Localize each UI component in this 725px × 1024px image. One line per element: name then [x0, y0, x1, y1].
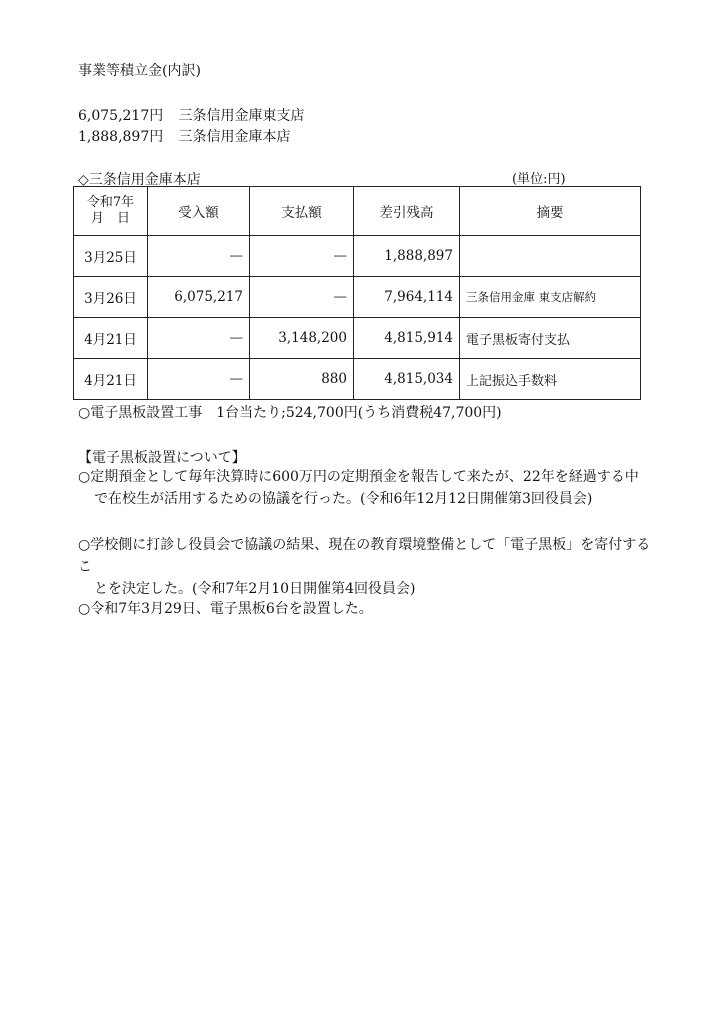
cell-balance: 4,815,034: [354, 359, 460, 400]
table-header-row: [74, 187, 641, 236]
table-row: [74, 236, 641, 277]
cell-date: 3月26日: [74, 277, 148, 318]
cell-date: 3月25日: [74, 236, 148, 277]
cell-received: —: [148, 359, 250, 400]
table-row: [74, 277, 641, 318]
paragraph: [78, 598, 658, 620]
cost-note: ○電子黒板設置工事 1台当たり;524,700円(うち消費税47,700円): [78, 405, 502, 421]
balance-line-main: [78, 128, 290, 146]
header-date-year: 令和7年: [86, 195, 135, 210]
cell-date: 4月21日: [74, 359, 148, 400]
paragraph: [78, 466, 658, 510]
paragraph-line: で在校生が活用するための協議を行った。(令和6年12月12日開催第3回役員会): [94, 491, 593, 507]
header-date-monthday: 月 日: [90, 211, 130, 226]
cell-paid: 3,148,200: [250, 318, 354, 359]
balance-bank: 三条信用金庫東支店: [178, 108, 305, 124]
paragraph-line: ○定期預金として毎年決算時に600万円の定期預金を報告して来たが、22年を経過する中: [78, 469, 639, 485]
paragraph: [78, 534, 658, 600]
cell-memo: 電子黒板寄付支払: [460, 318, 641, 359]
cell-paid: —: [250, 277, 354, 318]
section-title: 【電子黒板設置について】: [78, 450, 246, 466]
header-date: [74, 187, 148, 236]
cell-received: —: [148, 236, 250, 277]
header-received: 受入額: [148, 187, 250, 236]
cell-memo: [460, 236, 641, 277]
cell-memo: 上記振込手数料: [460, 359, 641, 400]
cell-date: 4月21日: [74, 318, 148, 359]
page-title: 事業等積立金(内訳): [78, 63, 201, 79]
cell-balance: 4,815,914: [354, 318, 460, 359]
header-paid: 支払額: [250, 187, 354, 236]
ledger-table: [73, 186, 641, 400]
cell-memo: 三条信用金庫 東支店解約: [460, 277, 641, 318]
paragraph-line: ○令和7年3月29日、電子黒板6台を設置した。: [78, 601, 373, 617]
paragraph-line: ○学校側に打診し役員会で協議の結果、現在の教育環境整備として「電子黒板」を寄付するこ: [78, 537, 651, 575]
balance-line-east: [78, 107, 304, 125]
table-row: [74, 359, 641, 400]
balance-bank: 三条信用金庫本店: [178, 129, 291, 145]
cell-paid: 880: [250, 359, 354, 400]
paragraph-line: とを決定した。(令和7年2月10日開催第4回役員会): [94, 581, 416, 597]
header-memo: 摘要: [460, 187, 641, 236]
cell-received: —: [148, 318, 250, 359]
cell-balance: 7,964,114: [354, 277, 460, 318]
cell-received: 6,075,217: [148, 277, 250, 318]
unit-label: (単位:円): [512, 172, 566, 187]
table-title: ◇三条信用金庫本店: [78, 172, 201, 188]
cell-balance: 1,888,897: [354, 236, 460, 277]
cell-paid: —: [250, 236, 354, 277]
balance-amount: 6,075,217円: [78, 108, 164, 124]
table-row: [74, 318, 641, 359]
balance-amount: 1,888,897円: [78, 129, 164, 145]
header-balance: 差引残高: [354, 187, 460, 236]
